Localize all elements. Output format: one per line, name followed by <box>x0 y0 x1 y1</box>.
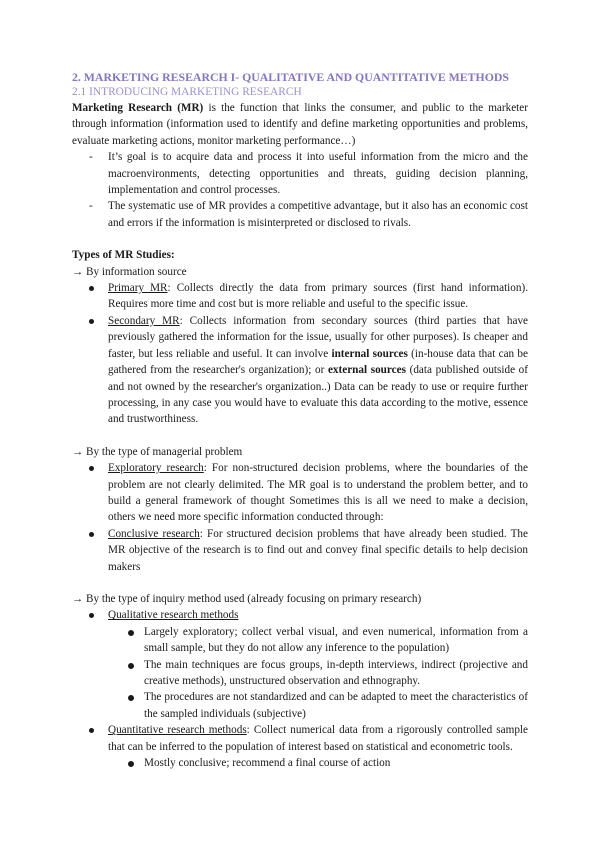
section-heading: 2. MARKETING RESEARCH I- QUALITATIVE AND QUANTITATIVE METHODS <box>72 70 509 84</box>
secondary-mr-term: Secondary MR <box>108 314 180 327</box>
source-list <box>72 280 528 428</box>
intro-paragraph <box>72 100 528 149</box>
by-problem-label: → By the type of managerial problem <box>72 445 243 458</box>
subsection-heading: 2.1 INTRODUCING MARKETING RESEARCH <box>72 86 302 98</box>
by-source-label: → By information source <box>72 265 187 278</box>
problem-list <box>72 460 528 575</box>
list-item-exploratory <box>72 460 528 526</box>
conclusive-text: : For structured decision problems that have already been studied. The MR objective of the research is to find out and convey final specific details to help decision makers <box>108 527 528 573</box>
list-item-conclusive <box>72 526 528 575</box>
quantitative-text: : Collect numerical data from a rigorously controlled sample that can be inferred to the population of interest based on statistical and econometric tools. <box>108 724 528 753</box>
list-item-secondary-mr <box>72 313 528 428</box>
list-item-qualitative <box>72 607 528 722</box>
secondary-mr-text: : Collects information from secondary sources (third parties that have previously gathered the information for the issue, usually for other purposes). Is cheaper and faster, but less reliable and useful. It can involve <box>108 314 528 360</box>
secondary-mr-text: (data published outside of and not owned by the researcher's organization..) Data can be ready to use or require further processing, in any case you would have to evaluate this data according to the motive, essence and trustworthiness. <box>108 364 529 426</box>
list-item-quantitative <box>72 722 528 771</box>
by-inquiry-label: → By the type of inquiry method used (already focusing on primary research) <box>72 592 422 605</box>
exploratory-text: : For non-structured decision problems, where the boundaries of the problem are not clearly delimited. The MR goal is to understand the problem better, and to build a general framework of thought Sometimes this is all we need to make a decision, others we need more specific information conducted through: <box>108 462 528 524</box>
external-sources-term: external sources <box>327 364 406 377</box>
internal-sources-term: internal sources <box>331 347 408 360</box>
types-title: Types of MR Studies: <box>72 249 175 262</box>
secondary-mr-text: (in-house data that can be gathered from the researcher's organization); or <box>108 347 528 377</box>
primary-mr-term: Primary MR <box>108 282 168 295</box>
intro-text: is the function that links the consumer, and public to the marketer through information (information used to identify and define marketing opportunities and problems, evaluate marketing actions, monitor marketing performance…) <box>72 102 528 147</box>
qualitative-point: The main techniques are focus groups, in-depth interviews, indirect (projective and creative methods), unstructured observation and ethnography. <box>108 657 528 690</box>
intro-points-list <box>72 149 528 231</box>
quantitative-point: Mostly conclusive; recommend a final course of action <box>108 755 528 771</box>
conclusive-term: Conclusive research <box>108 527 200 540</box>
intro-point: - The systematic use of MR provides a competitive advantage, but it also has an economic cost and errors if the information is misinterpreted or disclosed to rivals. <box>72 198 528 231</box>
inquiry-list <box>72 607 528 771</box>
qualitative-term: Qualitative research methods <box>108 609 239 622</box>
quantitative-term: Quantitative research methods <box>108 724 247 737</box>
qualitative-points <box>108 624 528 722</box>
qualitative-point: The procedures are not standardized and can be adapted to meet the characteristics of the sampled individuals (subjective) <box>108 689 528 722</box>
spacer <box>72 575 528 591</box>
intro-term: Marketing Research (MR) <box>72 102 204 114</box>
exploratory-term: Exploratory research <box>108 462 204 475</box>
list-item-primary-mr <box>72 280 528 313</box>
qualitative-point: Largely exploratory; collect verbal visual, and even numerical, information from a small sample, but they do not allow any inference to the population) <box>108 624 528 657</box>
quantitative-points <box>108 755 528 771</box>
primary-mr-text: : Collects directly the data from primary sources (first hand information). Requires more time and cost but is more reliable and useful to the specific issue. <box>108 282 529 311</box>
spacer <box>72 428 528 444</box>
intro-point: - It’s goal is to acquire data and process it into useful information from the micro and the macroenvironments, detecting opportunities and threats, guiding decision planning, implementation and control processes. <box>72 149 528 198</box>
